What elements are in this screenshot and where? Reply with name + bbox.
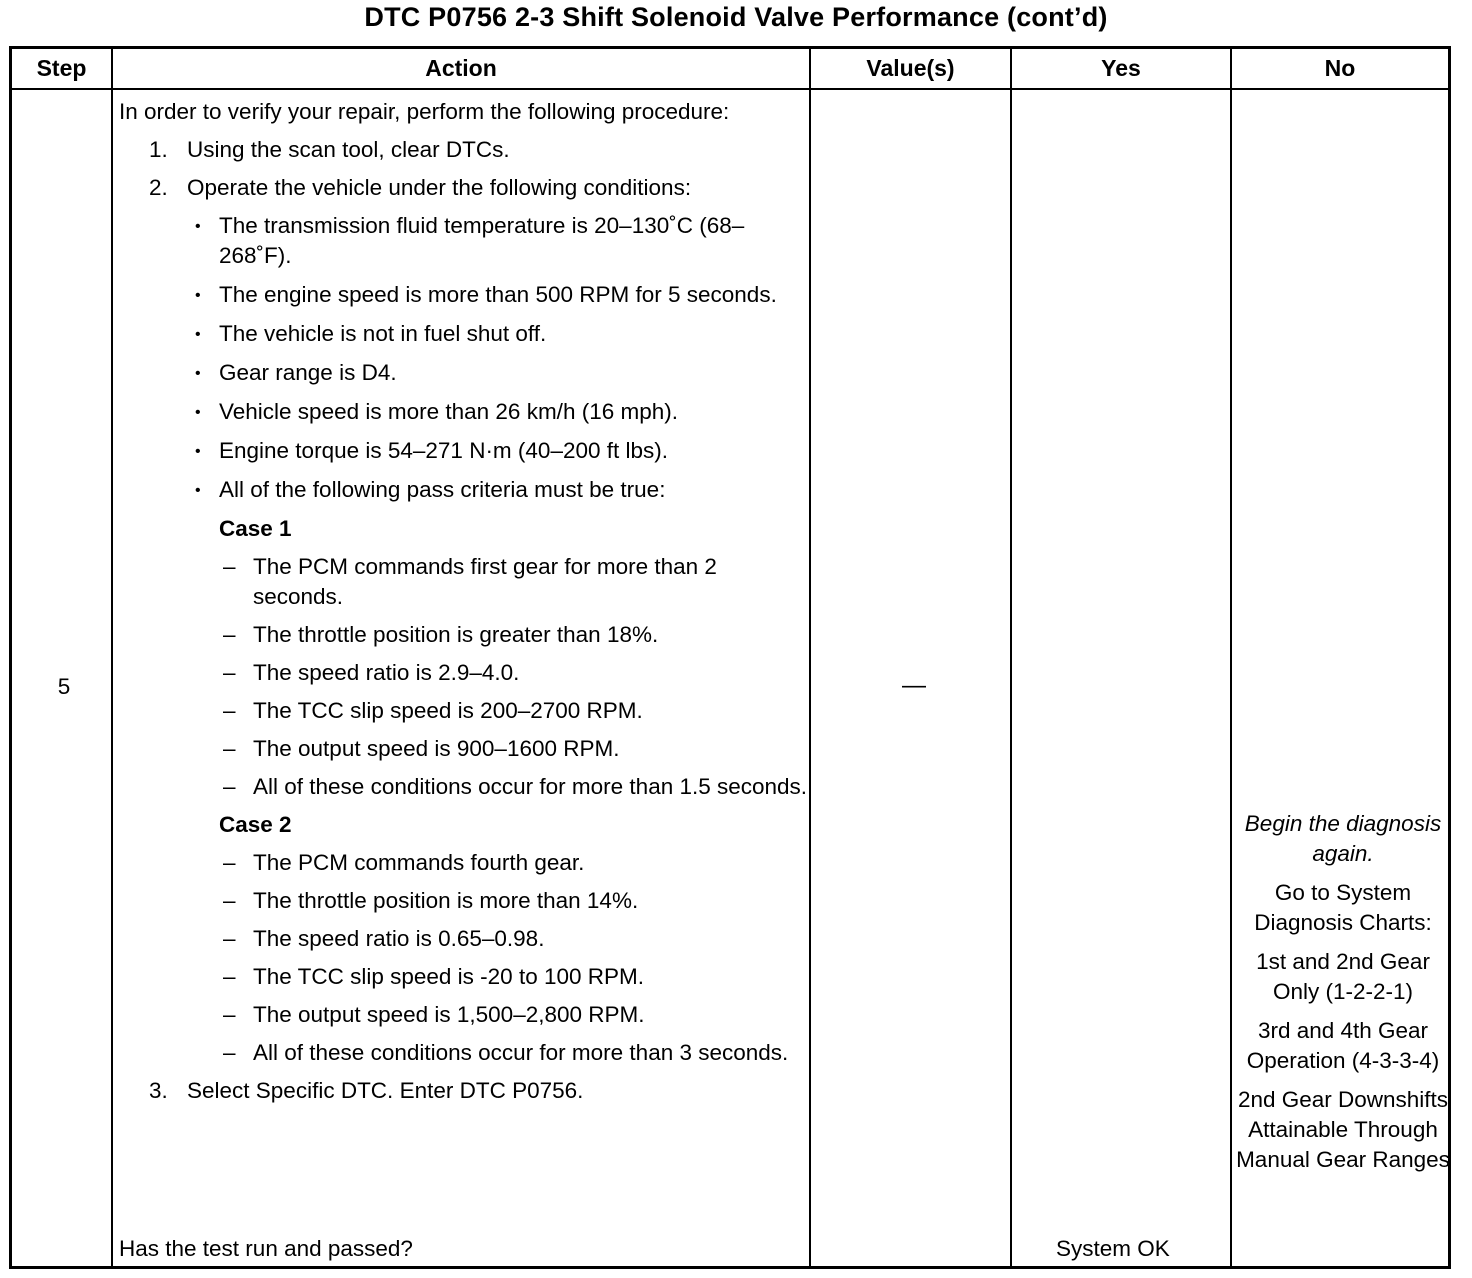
- criteria-item: [119, 1000, 809, 1030]
- criteria-text: The speed ratio is 0.65–0.98.: [253, 926, 545, 951]
- bullet-icon: •: [195, 443, 201, 460]
- criteria-text: The TCC slip speed is 200–2700 RPM.: [253, 698, 643, 723]
- value-cell: —: [902, 672, 926, 699]
- case-1-label: Case 1: [219, 516, 292, 541]
- step-number: 5: [57, 674, 71, 699]
- bullet-text: The engine speed is more than 500 RPM for 5 seconds.: [219, 282, 777, 307]
- dash-icon: –: [223, 554, 236, 579]
- condition-bullet: [119, 280, 809, 310]
- dash-icon: –: [223, 660, 236, 685]
- step-index: 2.: [149, 175, 168, 200]
- dash-icon: –: [223, 964, 236, 989]
- bullet-text: The transmission fluid temperature is 20–130˚C (68–268˚F).: [219, 213, 745, 268]
- procedure-step: [119, 1076, 809, 1106]
- no-chart-2: 3rd and 4th Gear Operation (4-3-3-4): [1246, 1018, 1440, 1073]
- criteria-text: The output speed is 900–1600 RPM.: [253, 736, 620, 761]
- header-divider: [12, 88, 1448, 90]
- col-divider: [1010, 49, 1012, 1266]
- page-title: DTC P0756 2-3 Shift Solenoid Valve Performance (cont’d): [364, 2, 1108, 32]
- no-chart-1: 1st and 2nd Gear Only (1-2-2-1): [1256, 949, 1430, 1004]
- yes-result: System OK: [1056, 1236, 1170, 1261]
- criteria-text: The throttle position is more than 14%.: [253, 888, 639, 913]
- step-text: Using the scan tool, clear DTCs.: [187, 137, 510, 162]
- dash-icon: –: [223, 622, 236, 647]
- header-values: Value(s): [866, 55, 955, 81]
- action-intro: In order to verify your repair, perform the following procedure:: [119, 99, 730, 124]
- condition-bullet: [119, 397, 809, 427]
- criteria-item: [119, 962, 809, 992]
- dash-icon: –: [223, 698, 236, 723]
- action-cell: [119, 97, 809, 1114]
- dash-icon: –: [223, 1002, 236, 1027]
- dash-icon: –: [223, 926, 236, 951]
- step-text: Select Specific DTC. Enter DTC P0756.: [187, 1078, 584, 1103]
- criteria-item: [119, 772, 809, 802]
- step-index: 1.: [149, 137, 168, 162]
- criteria-text: The output speed is 1,500–2,800 RPM.: [253, 1002, 645, 1027]
- col-divider: [1230, 49, 1232, 1266]
- test-question: Has the test run and passed?: [119, 1236, 413, 1261]
- bullet-icon: •: [195, 326, 201, 343]
- bullet-icon: •: [195, 482, 201, 499]
- header-action: Action: [425, 55, 497, 81]
- bullet-icon: •: [195, 365, 201, 382]
- no-goto: Go to System Diagnosis Charts:: [1254, 880, 1432, 935]
- criteria-text: The PCM commands first gear for more than 2 seconds.: [253, 554, 717, 609]
- criteria-item: [119, 696, 809, 726]
- no-chart-3: 2nd Gear Downshifts Attainable Through Manual Gear Ranges: [1236, 1087, 1450, 1172]
- procedure-step: [119, 135, 809, 165]
- no-instruction: Begin the diagnosis again.: [1244, 811, 1442, 866]
- criteria-text: All of these conditions occur for more than 1.5 seconds.: [253, 774, 808, 799]
- dash-icon: –: [223, 736, 236, 761]
- dash-icon: –: [223, 774, 236, 799]
- condition-bullet: [119, 436, 809, 466]
- header-step: Step: [36, 55, 87, 81]
- criteria-text: The throttle position is greater than 18%.: [253, 622, 659, 647]
- dash-icon: –: [223, 888, 236, 913]
- bullet-icon: •: [195, 404, 201, 421]
- procedure-step: [119, 173, 809, 203]
- criteria-item: [119, 620, 809, 650]
- criteria-item: [119, 924, 809, 954]
- criteria-text: The speed ratio is 2.9–4.0.: [253, 660, 520, 685]
- dash-icon: –: [223, 850, 236, 875]
- dash-icon: –: [223, 1040, 236, 1065]
- diagnostic-table: [9, 46, 1451, 1269]
- criteria-text: The TCC slip speed is -20 to 100 RPM.: [253, 964, 645, 989]
- condition-bullet: [119, 211, 809, 271]
- criteria-item: [119, 886, 809, 916]
- header-yes: Yes: [1101, 55, 1141, 81]
- condition-bullet: [119, 475, 809, 505]
- criteria-item: [119, 734, 809, 764]
- condition-bullet: [119, 319, 809, 349]
- criteria-text: All of these conditions occur for more than 3 seconds.: [253, 1040, 789, 1065]
- criteria-item: [119, 848, 809, 878]
- condition-bullet: [119, 358, 809, 388]
- case-2-label: Case 2: [219, 812, 292, 837]
- step-text: Operate the vehicle under the following conditions:: [187, 175, 692, 200]
- bullet-text: Engine torque is 54–271 N·m (40–200 ft lbs).: [219, 438, 669, 463]
- col-divider: [809, 49, 811, 1266]
- criteria-item: [119, 1038, 809, 1068]
- step-index: 3.: [149, 1078, 168, 1103]
- criteria-item: [119, 552, 809, 612]
- bullet-text: The vehicle is not in fuel shut off.: [219, 321, 547, 346]
- criteria-item: [119, 658, 809, 688]
- col-divider: [111, 49, 113, 1266]
- bullet-text: Gear range is D4.: [219, 360, 397, 385]
- bullet-icon: •: [195, 218, 201, 235]
- bullet-text: All of the following pass criteria must be true:: [219, 477, 666, 502]
- criteria-text: The PCM commands fourth gear.: [253, 850, 585, 875]
- no-result: [1234, 809, 1452, 1184]
- bullet-text: Vehicle speed is more than 26 km/h (16 mph).: [219, 399, 678, 424]
- header-no: No: [1324, 55, 1356, 81]
- bullet-icon: •: [195, 287, 201, 304]
